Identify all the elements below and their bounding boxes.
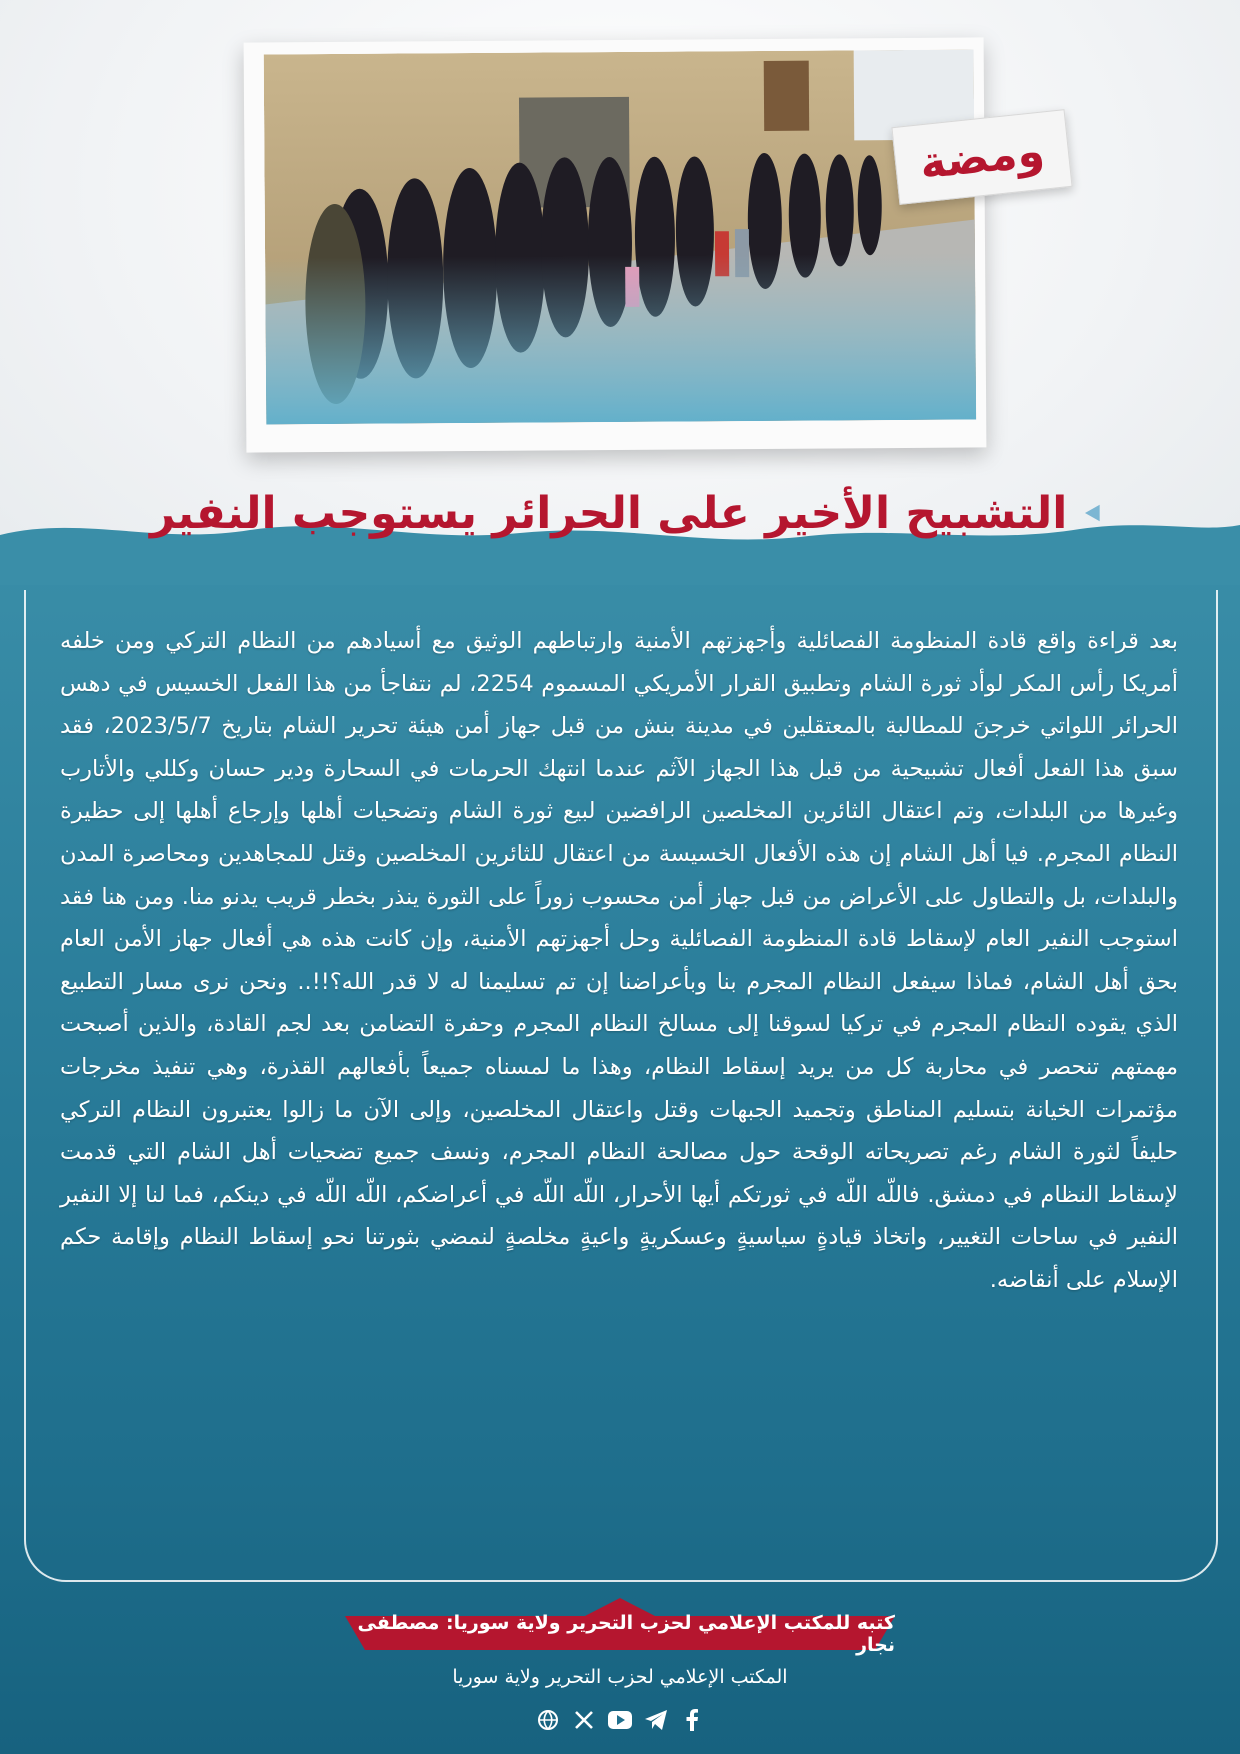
website-icon[interactable] (535, 1707, 561, 1733)
author-banner (345, 1598, 895, 1656)
protest-photo (264, 49, 977, 424)
youtube-icon[interactable] (607, 1707, 633, 1733)
facebook-icon[interactable] (679, 1707, 705, 1733)
x-icon[interactable] (571, 1707, 597, 1733)
protest-photo-illustration (264, 49, 977, 424)
headline-row (150, 478, 1100, 548)
telegram-icon[interactable] (643, 1707, 669, 1733)
author-credit: كتبه للمكتب الإعلامي لحزب التحرير ولاية سوريا: مصطفى نجار (357, 1612, 895, 1656)
article-headline: التشبيح الأخير على الحرائر يستوجب النفير (150, 487, 1068, 539)
triangle-pointer-icon (1085, 494, 1100, 532)
social-icons (520, 1702, 720, 1738)
photo-frame (244, 37, 987, 452)
article-body: بعد قراءة واقع قادة المنظومة الفصائلية وأجهزتهم الأمنية وارتباطهم الوثيق مع أسيادهم من النظام التركي ومن خلفه أمريكا رأس المكر لوأد ثورة الشام وتطبيق القرار الأمريكي المسموم 2254، لم نتفاجأ من هذا الفعل الخسيس في دهس الحرائر اللواتي خرجنَ للمطالبة بالمعتقلين في مدينة بنش من قبل جهاز أمن هيئة تحرير الشام بتاريخ 2023/5/7، فقد سبق هذا الفعل أفعال تشبيحية من قبل هذا الجهاز الآثم عندما انتهك الحرمات في السحارة ودير حسان وكللي والأتارب وغيرها من البلدات، وتم اعتقال الثائرين المخلصين الرافضين لبيع ثورة الشام وتضحيات أهلها وإرجاع أهلها إلى حظيرة النظام المجرم. فيا أهل الشام إن هذه الأفعال الخسيسة من اعتقال للثائرين المخلصين وقتل للمجاهدين ومحاصرة المدن والبلدات، بل والتطاول على الأعراض من قبل جهاز أمن محسوب زوراً على الثورة ينذر بخطر قريب يدنو منا. ومن هنا فقد استوجب النفير العام لإسقاط قادة المنظومة الفصائلية وحل أجهزتهم الأمنية، وإن كانت هذه هي أفعال جهاز الأمن العام بحق أهل الشام، فماذا سيفعل النظام المجرم بنا وبأعراضنا إن تم تسليمنا له لا قدر الله؟!!.. ونحن نرى مسار التطبيع الذي يقوده النظام المجرم في تركيا لسوقنا إلى مسالخ النظام المجرم وحفرة التضامن بعد لجم القادة، والذين أصبحت مهمتهم تنحصر في محاربة كل من يريد إسقاط النظام، وهذا ما لمسناه جميعاً بأفعالهم القذرة، وهي تنفيذ مخرجات مؤتمرات الخيانة بتسليم المناطق وتجميد الجبهات وقتل واعتقال المخلصين، وإلى الآن ما زالوا يعتبرون النظام التركي حليفاً لثورة الشام رغم تصريحاته الوقحة حول مصالحة النظام المجرم، ونسف جميع تضحيات أهل الشام التي قدمت لإسقاط النظام في دمشق. فاللّه اللّه في ثورتكم أيها الأحرار، اللّه اللّه في أعراضكم، اللّه اللّه في دينكم، فما لنا إلا النفير النفير في ساحات التغيير، واتخاذ قيادةٍ سياسيةٍ وعسكريةٍ واعيةٍ مخلصةٍ لنمضي بثورتنا نحو إسقاط النظام وإقامة حكم الإسلام على أنقاضه. (60, 628, 1179, 1293)
footer-organization: المكتب الإعلامي لحزب التحرير ولاية سوريا (452, 1666, 788, 1688)
stamp-label: ومضة (917, 125, 1047, 189)
